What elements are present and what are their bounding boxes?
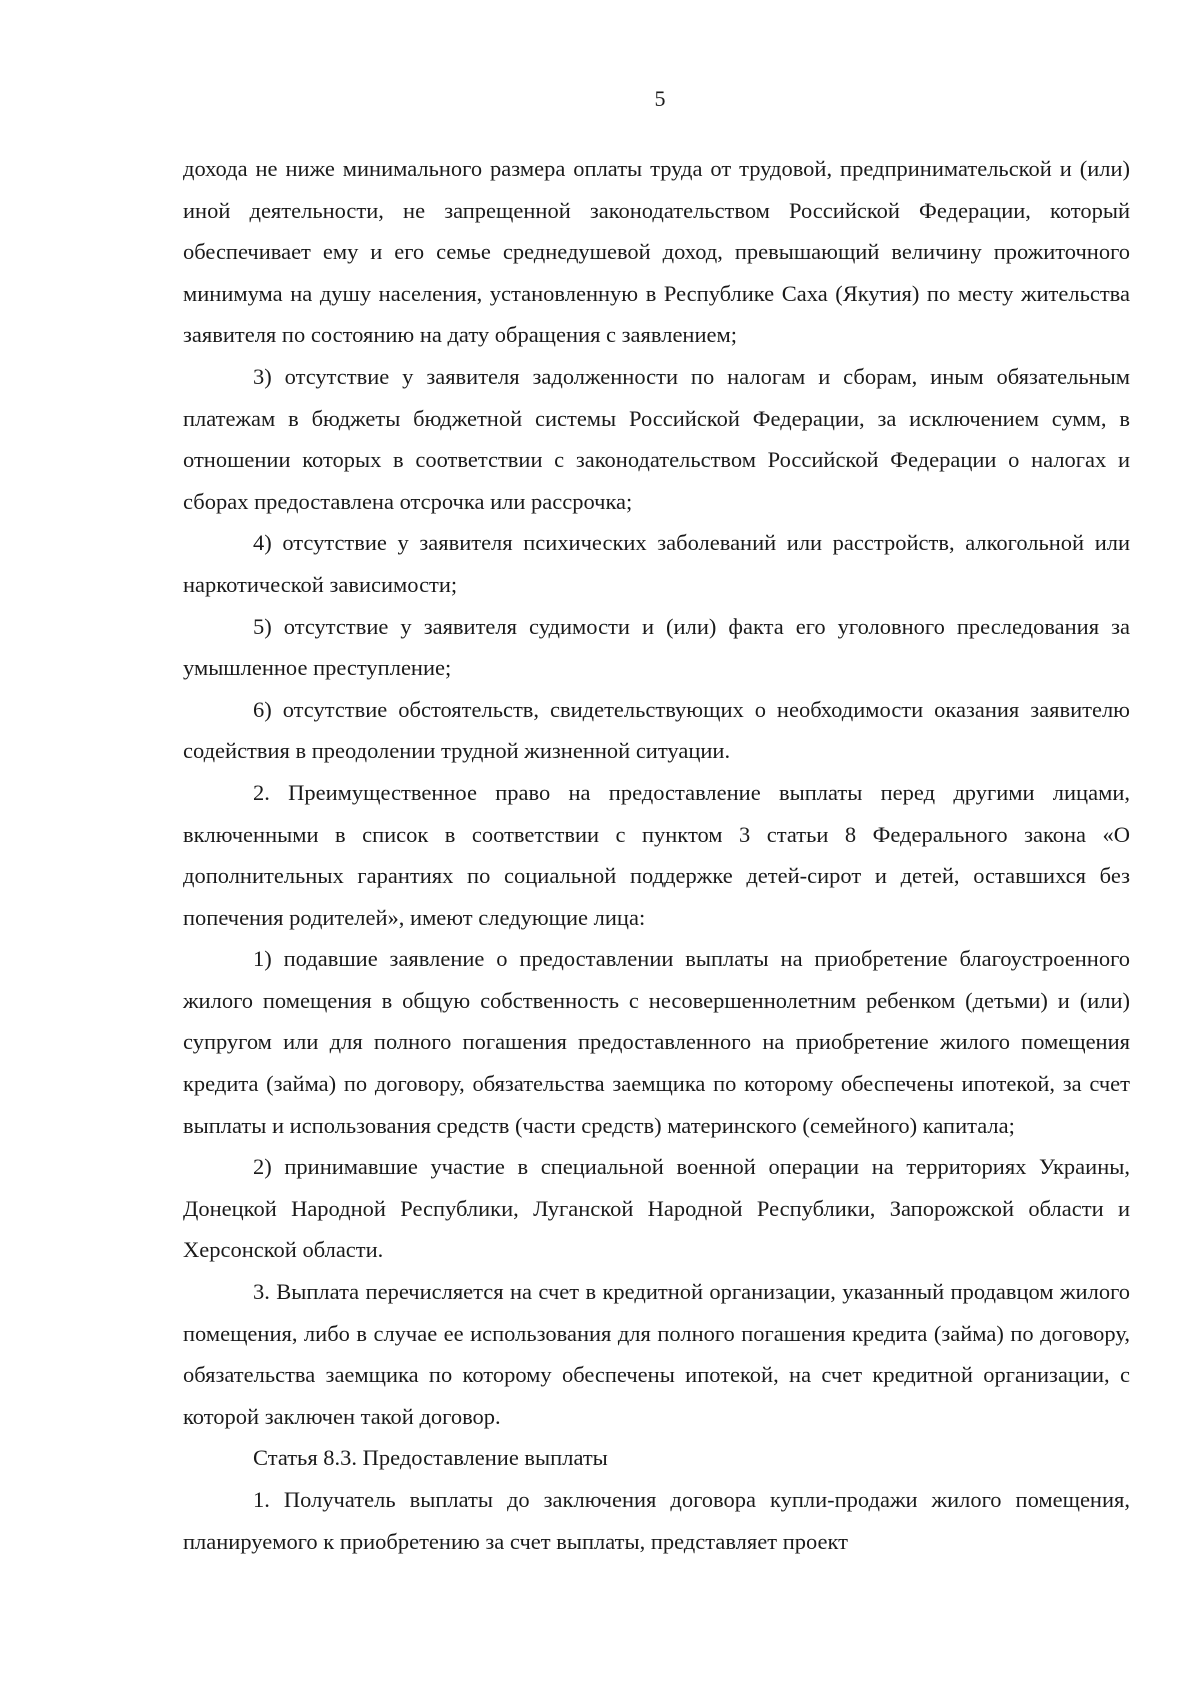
paragraph-income-continuation: дохода не ниже минимального размера оплаты труда от трудовой, предпринимательской и (или) иной деятельности, не запрещенной законодательством Российской Федерации, который обеспечивает ему и его семье среднедушевой доход, превышающий величину прожиточного минимума на душу населения, установленную в Республике Саха (Якутия) по месту жительства заявителя по состоянию на дату обращения с заявлением; [183,156,1130,348]
paragraph-item-6-no-hardship: 6) отсутствие обстоятельств, свидетельствующих о необходимости оказания заявителю содействия в преодолении трудной жизненной ситуации. [183,696,1130,764]
page-number: 5 [654,86,666,111]
article-heading: Статья 8.3. Предоставление выплаты [253,1445,608,1471]
paragraph-item-3-no-tax-debt: 3) отсутствие у заявителя задолженности по налогам и сборам, иным обязательным платежам в бюджеты бюджетной системы Российской Федерации, за исключением сумм, в отношении которых в соответствии с законодательством Российской Федерации о налогах и сборах предоставлена отсрочка или рассрочка; [183,363,1130,514]
paragraph-priority-item-1: 1) подавшие заявление о предоставлении выплаты на приобретение благоустроенного жилого помещения в общую собственность с несовершеннолетним ребенком (детьми) и (или) супругом или для полного погашения предоставленного на приобретение жилого помещения кредита (займа) по договору, обязательства заемщика по которому обеспечены ипотекой, за счет выплаты и использования средств (части средств) материнского (семейного) капитала; [183,946,1130,1138]
paragraph-section-3-transfer: 3. Выплата перечисляется на счет в кредитной организации, указанный продавцом жилого помещения, либо в случае ее использования для полного погашения кредита (займа) по договору, обязательства заемщика по которому обеспечены ипотекой, на счет кредитной организации, с которой заключен такой договор. [183,1279,1130,1429]
paragraph-article-8-3-item-1: 1. Получатель выплаты до заключения договора купли-продажи жилого помещения, планируемого к приобретению за счет выплаты, представляет проект [183,1487,1130,1554]
paragraph-item-5-no-criminal-record: 5) отсутствие у заявителя судимости и (или) факта его уголовного преследования за умышленное преступление; [183,613,1130,681]
paragraph-priority-item-2: 2) принимавшие участие в специальной военной операции на территориях Украины, Донецкой Народной Республики, Луганской Народной Республики, Запорожской области и Херсонской области. [183,1154,1130,1263]
document-body [183,148,1130,1562]
paragraph-section-2-priority-right: 2. Преимущественное право на предоставление выплаты перед другими лицами, включенными в список в соответствии с пунктом 3 статьи 8 Федерального закона «О дополнительных гарантиях по социальной поддержке детей-сирот и детей, оставшихся без попечения родителей», имеют следующие лица: [183,779,1130,930]
paragraph-item-4-no-illness: 4) отсутствие у заявителя психических заболеваний или расстройств, алкогольной или наркотической зависимости; [183,530,1130,597]
